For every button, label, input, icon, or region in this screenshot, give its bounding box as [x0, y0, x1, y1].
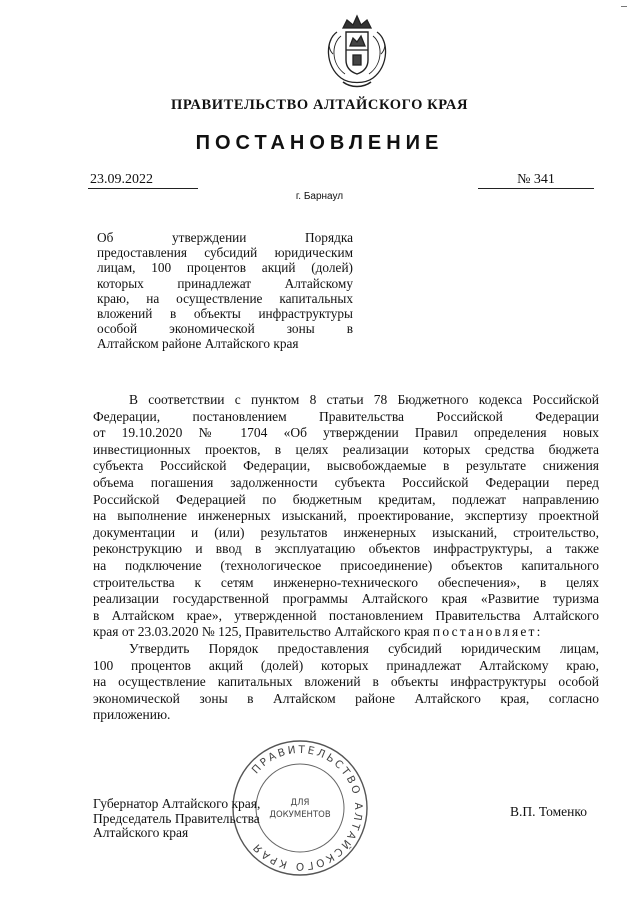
seal-inner-text: ДОКУМЕНТОВ: [269, 810, 331, 820]
document-subject: [97, 230, 353, 352]
scan-mark: [621, 6, 627, 7]
body-line: объема погашения задолженности субъекта Российской Федерации перед: [93, 474, 599, 490]
subject-line: вложений в объекты инфраструктуры: [97, 306, 353, 322]
subject-line: предоставления субсидий юридическим: [97, 245, 353, 261]
subject-line: Алтайском районе Алтайского края: [97, 336, 299, 352]
body-line: документации и (или) результатов инженерных изысканий, строительство,: [93, 524, 599, 540]
body-line: на подключение (технологическое присоединение) объектов капитального: [93, 557, 599, 573]
seal-inner-text: ДЛЯ: [290, 798, 310, 808]
body-line: В соответствии с пунктом 8 статьи 78 Бюджетного кодекса Российской: [129, 392, 599, 407]
subject-line: особой экономической зоны в: [97, 321, 353, 337]
body-line: на осуществление капитальных вложений в объекты инфраструктуры особой: [93, 674, 599, 690]
body-line: в Алтайском крае», утвержденной постановлением Правительства Алтайского: [93, 607, 599, 623]
document-type-heading: ПОСТАНОВЛЕНИЕ: [195, 132, 444, 154]
subject-line: Об утверждении Порядка: [97, 230, 353, 245]
issue-city: г. Барнаул: [295, 191, 344, 202]
coat-of-arms-icon: [319, 10, 395, 90]
subject-line: краю, на осуществление капитальных: [97, 290, 353, 306]
body-line: приложению.: [93, 707, 171, 723]
signatory-title-line: Председатель Правительства: [93, 810, 260, 826]
body-line: 100 процентов акций (долей) которых принадлежат Алтайскому краю,: [93, 657, 599, 673]
body-line: Федерации, постановлением Правительства Российской Федерации: [93, 408, 599, 424]
body-line: от 19.10.2020 № 1704 «Об утверждении Правил определения новых: [93, 425, 599, 441]
document-number: № 341: [478, 172, 594, 189]
body-line: Утвердить Порядок предоставления субсидий юридическим лицам,: [129, 640, 599, 656]
body-line: реконструкцию и ввод в эксплуатацию объектов инфраструктуры, а также: [93, 541, 599, 557]
body-line: строительства к сетям инженерно-технического обеспечения», в целях: [93, 574, 599, 590]
body-line: на выполнение инженерных изысканий, проектирование, экспертизу проектной: [93, 508, 599, 524]
body-line: субъекта Российской Федерации, высвобождаемые в результате снижения: [93, 458, 599, 474]
document-body: [93, 392, 599, 724]
signatory-title-line: Алтайского края: [93, 825, 189, 840]
body-line: [93, 624, 599, 641]
subject-line: лицам, 100 процентов акций (долей): [97, 260, 353, 276]
signatory-title-line: Губернатор Алтайского края,: [93, 796, 261, 811]
body-line: Российской Федерацией по бюджетным кредитам, подлежат направлению: [93, 491, 599, 507]
signatory-title: [93, 797, 260, 841]
seal-outer-text: ПРАВИТЕЛЬСТВО АЛТАЙСКОГО КРАЯ: [249, 743, 365, 873]
signatory-name: В.П. Томенко: [510, 804, 587, 819]
body-line: экономической зоны в Алтайском районе Алтайского края, согласно: [93, 690, 599, 706]
subject-line: которых принадлежат Алтайскому: [97, 275, 353, 291]
government-title: ПРАВИТЕЛЬСТВО АЛТАЙСКОГО КРАЯ: [170, 97, 469, 113]
body-line: инвестиционных проектов, в целях реализации которых средства бюджета: [93, 441, 599, 457]
document-date: 23.09.2022: [88, 172, 198, 189]
resolution-word: постановляет:: [432, 624, 543, 640]
body-line: реализации государственной программы Алтайского края «Развитие туризма: [93, 591, 599, 607]
body-text: края от 23.03.2020 № 125, Правительство Алтайского края: [93, 624, 430, 640]
